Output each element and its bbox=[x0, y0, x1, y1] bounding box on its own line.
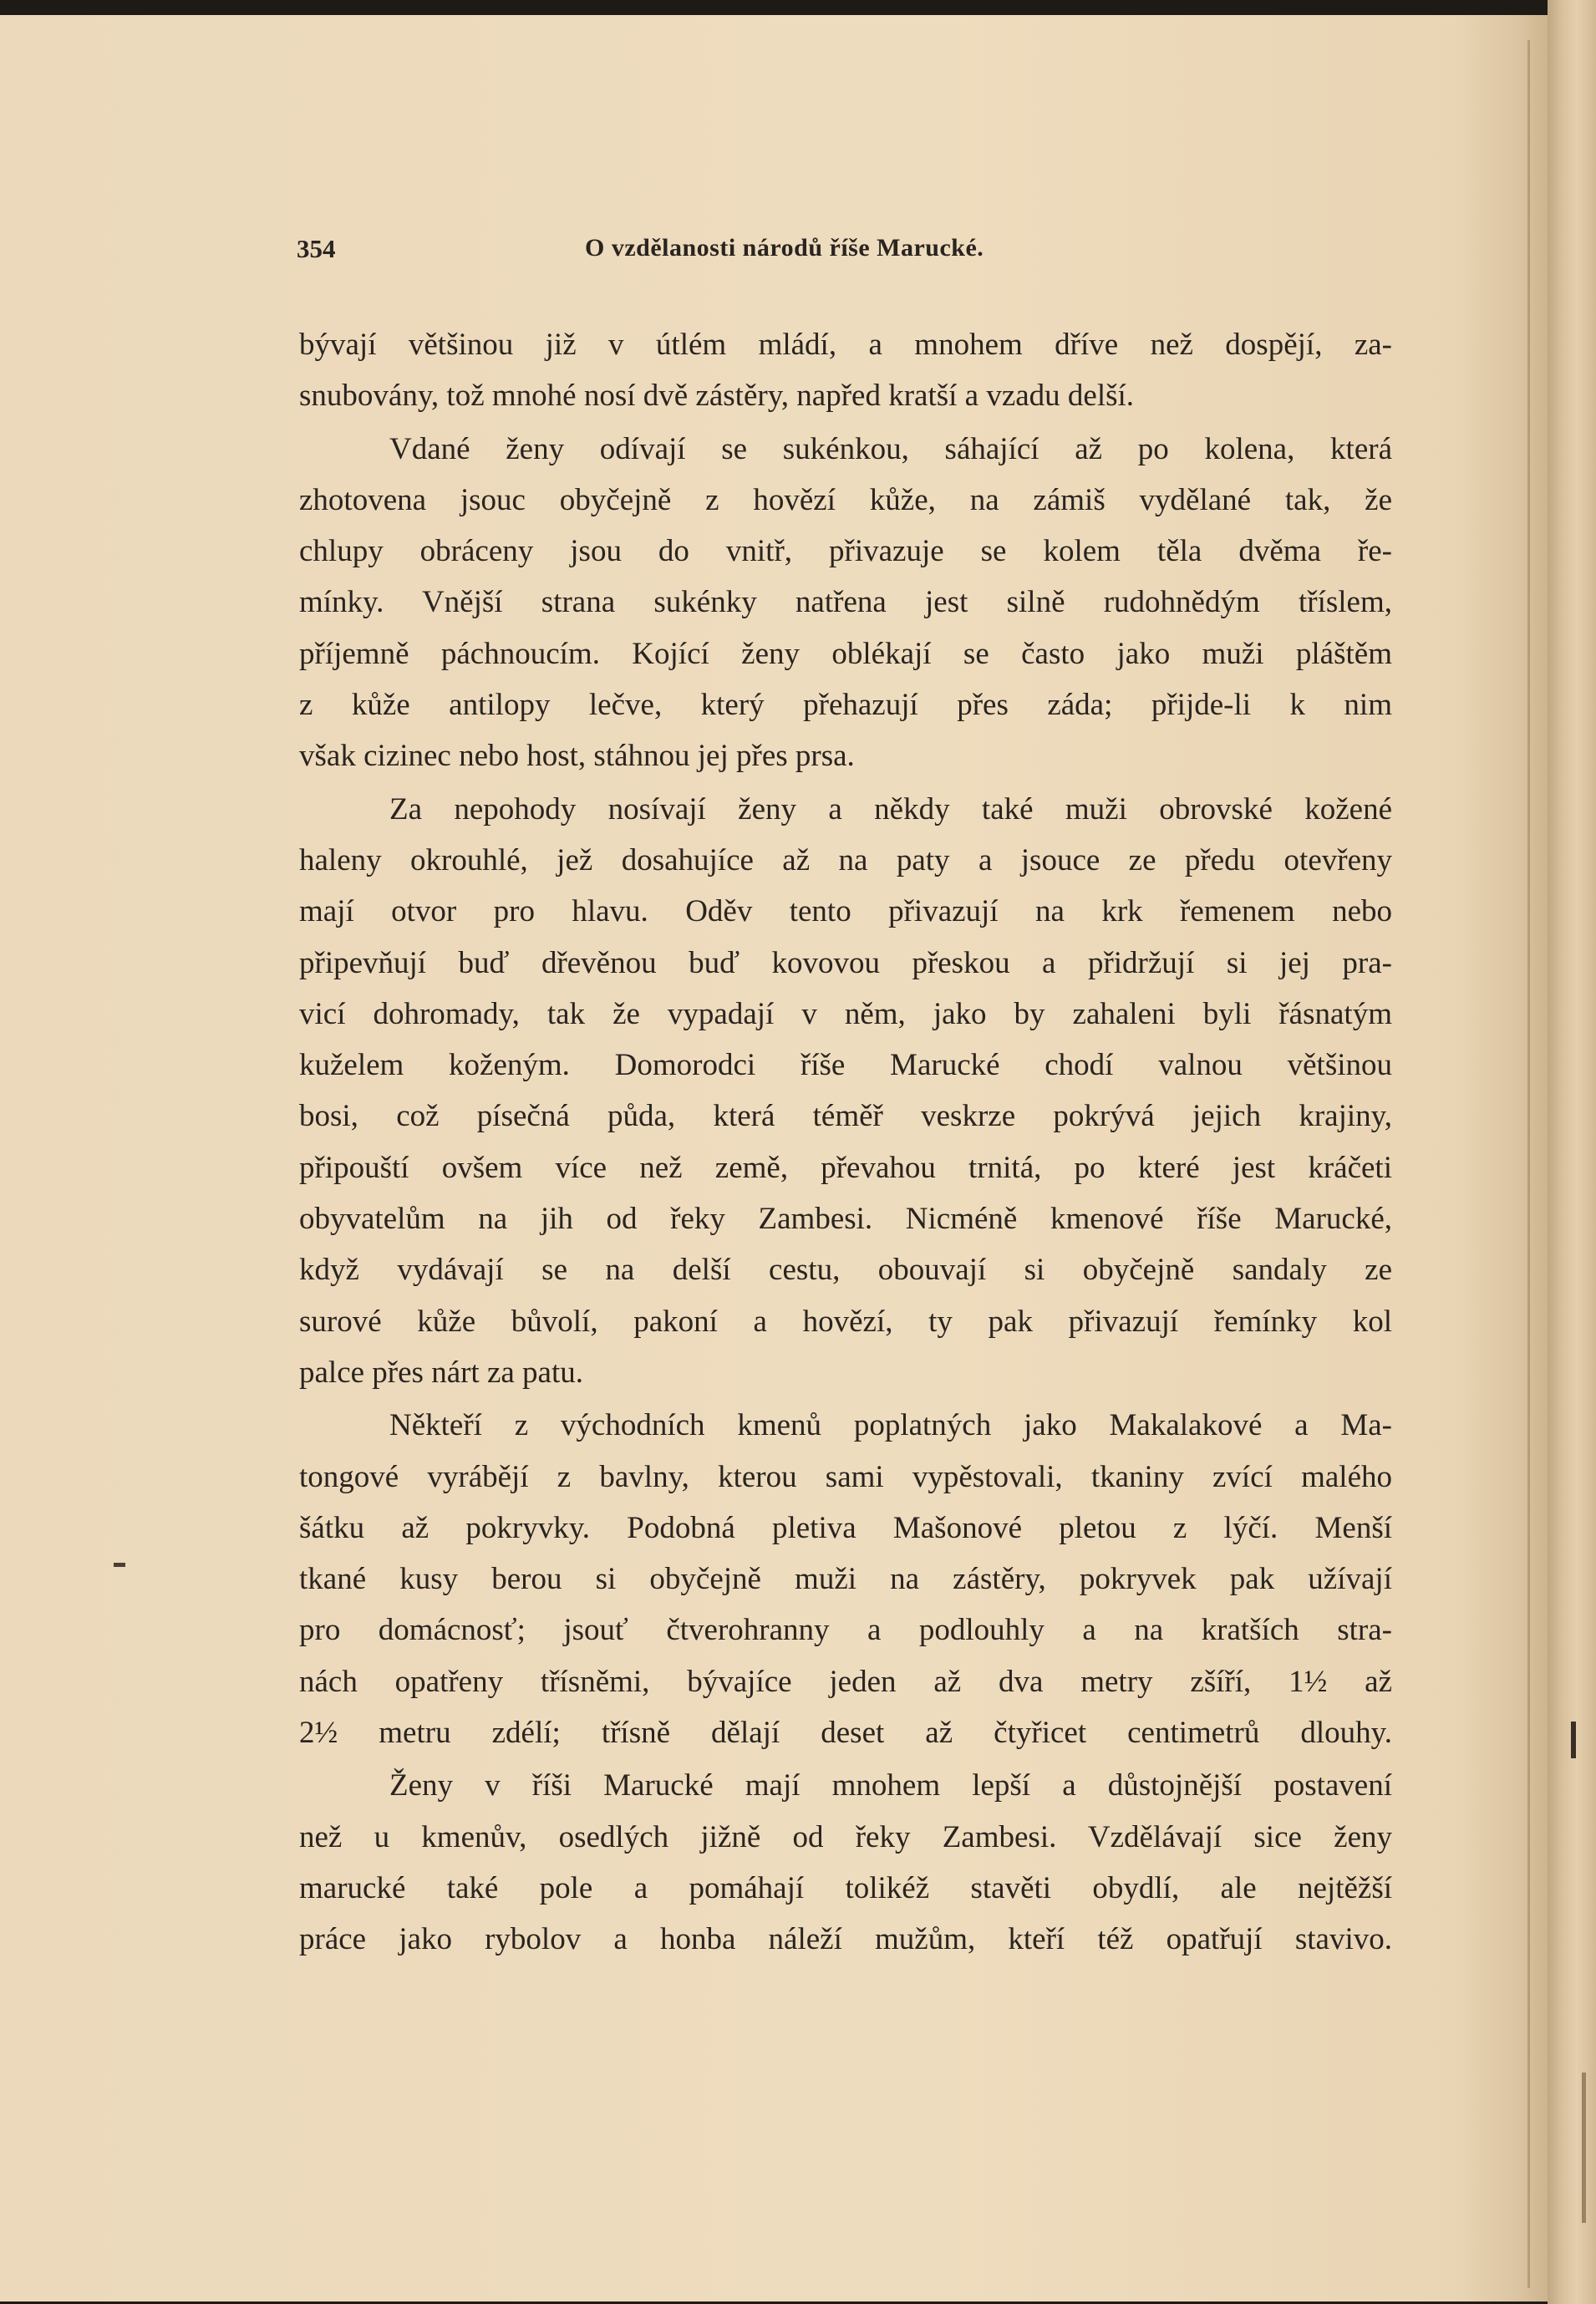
text-line: tongové vyrábějí z bavlny, kterou sami vypěstovali, tkaniny zvící malého bbox=[299, 1459, 1392, 1494]
text-line: zhotovena jsouc obyčejně z hovězí kůže, na zámiš vydělané tak, že bbox=[299, 482, 1392, 517]
text-line: když vydávají se na delší cestu, obouvají si obyčejně sandaly ze bbox=[299, 1253, 1392, 1288]
book-page bbox=[0, 15, 1548, 2301]
text-line: 2½ metru zdélí; třísně dělají deset až čtyřicet centimetrů dlouhy. bbox=[299, 1716, 1392, 1751]
text-line: marucké také pole a pomáhají tolikéž stavěti obydlí, ale nejtěžší bbox=[299, 1870, 1392, 1905]
text-line: bosi, což písečná půda, která téměř veskrze pokrývá jejich krajiny, bbox=[299, 1099, 1392, 1134]
margin-ink-mark bbox=[114, 1563, 125, 1567]
text-line: však cizinec nebo host, stáhnou jej přes prsa. bbox=[299, 739, 855, 774]
text-line: bývají většinou již v útlém mládí, a mnohem dříve než dospějí, za- bbox=[299, 328, 1392, 362]
paragraph bbox=[299, 784, 1392, 1399]
text-line: mají otvor pro hlavu. Oděv tento přivazují na krk řemenem nebo bbox=[299, 894, 1392, 929]
text-line: vicí dohromady, tak že vypadají v něm, jako by zahaleni byli řásnatým bbox=[299, 996, 1392, 1031]
text-line: palce přes nárt za patu. bbox=[299, 1355, 584, 1390]
text-line: surové kůže bůvolí, pakoní a hovězí, ty pak přivazují řemínky kol bbox=[299, 1304, 1392, 1339]
page-number: 354 bbox=[297, 234, 336, 263]
text-line: chlupy obráceny jsou do vnitř, přivazuje se kolem těla dvěma ře- bbox=[299, 534, 1392, 569]
edge-mark bbox=[1571, 1722, 1576, 1758]
body-text bbox=[299, 319, 1392, 1966]
paragraph bbox=[299, 319, 1392, 422]
text-line: Za nepohody nosívají ženy a někdy také muži obrovské kožené bbox=[389, 791, 1392, 826]
paragraph bbox=[299, 424, 1392, 782]
text-line: z kůže antilopy lečve, který přehazují přes záda; přijde-li k nim bbox=[299, 688, 1392, 723]
text-line: nách opatřeny třísněmi, bývajíce jeden až dva metry zšíří, 1½ až bbox=[299, 1664, 1392, 1699]
text-line: práce jako rybolov a honba náleží mužům, kteří též opatřují stavivo. bbox=[299, 1922, 1392, 1957]
text-line: kuželem koženým. Domorodci říše Marucké chodí valnou většinou bbox=[299, 1048, 1392, 1083]
text-line: mínky. Vnější strana sukénky natřena jest silně rudohnědým tříslem, bbox=[299, 585, 1392, 620]
text-line: Někteří z východních kmenů poplatných jako Makalakové a Ma- bbox=[389, 1408, 1392, 1443]
running-title: O vzdělanosti národů říše Marucké. bbox=[585, 234, 984, 262]
text-line: připouští ovšem více než země, převahou trnitá, po které jest kráčeti bbox=[299, 1150, 1392, 1185]
text-line: příjemně páchnoucím. Kojící ženy oblékají se často jako muži pláštěm bbox=[299, 636, 1392, 671]
text-line: připevňují buď dřevěnou buď kovovou přeskou a přidržují si jej pra- bbox=[299, 945, 1392, 980]
paragraph bbox=[299, 1760, 1392, 1965]
page-fold-shadow bbox=[1527, 40, 1530, 2288]
text-line: šátku až pokryvky. Podobná pletiva Mašonové pletou z lýčí. Menší bbox=[299, 1510, 1392, 1545]
text-line: Ženy v říši Marucké mají mnohem lepší a důstojnější postavení bbox=[389, 1768, 1392, 1803]
text-line: obyvatelům na jih od řeky Zambesi. Nicméně kmenové říše Marucké, bbox=[299, 1202, 1392, 1237]
text-line: než u kmenův, osedlých jižně od řeky Zambesi. Vzdělávají sice ženy bbox=[299, 1819, 1392, 1854]
text-line: pro domácnosť; jsouť čtverohranny a podlouhly a na kratších stra- bbox=[299, 1613, 1392, 1648]
page-edge bbox=[1548, 0, 1596, 2304]
text-line: snubovány, tož mnohé nosí dvě zástěry, napřed kratší a vzadu delší. bbox=[299, 379, 1135, 414]
text-line: Vdané ženy odívají se sukénkou, sáhající až po kolena, která bbox=[389, 431, 1392, 466]
edge-mark bbox=[1582, 2073, 1586, 2223]
text-line: tkané kusy berou si obyčejně muži na zástěry, pokryvek pak užívají bbox=[299, 1562, 1392, 1597]
text-line: haleny okrouhlé, jež dosahujíce až na paty a jsouce ze předu otevřeny bbox=[299, 842, 1392, 877]
paragraph bbox=[299, 1400, 1392, 1758]
page-header bbox=[297, 234, 1400, 267]
